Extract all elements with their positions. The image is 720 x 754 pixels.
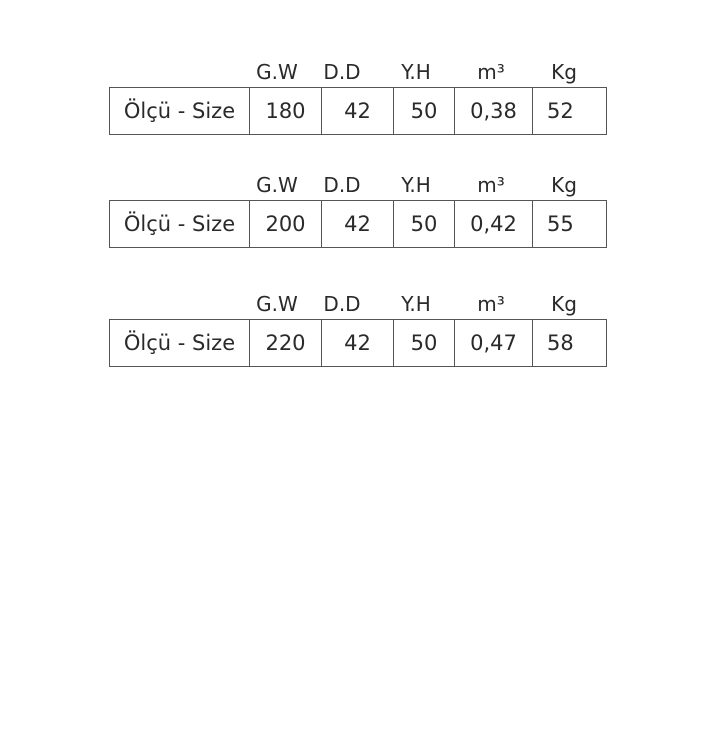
cell-dd: 42 [321, 88, 393, 134]
header-dd: D.D [323, 292, 361, 316]
size-label: Ölçü - Size [123, 99, 236, 123]
cell-dd: 42 [321, 201, 393, 247]
size-table-1 [109, 61, 607, 135]
cell-yh: 50 [393, 88, 454, 134]
header-dd: D.D [323, 60, 361, 84]
header-yh: Y.H [401, 173, 431, 197]
table-row [109, 200, 607, 248]
header-m3: m³ [477, 173, 505, 197]
header-yh: Y.H [401, 60, 431, 84]
cell-yh: 50 [393, 320, 454, 366]
header-kg: Kg [551, 173, 577, 197]
header-row [109, 174, 607, 196]
cell-gw: 180 [249, 88, 321, 134]
header-yh: Y.H [401, 292, 431, 316]
cell-m3: 0,42 [454, 201, 532, 247]
header-m3: m³ [477, 292, 505, 316]
size-table-3 [109, 293, 607, 367]
table-row [109, 319, 607, 367]
size-label: Ölçü - Size [123, 331, 236, 355]
header-gw: G.W [256, 173, 298, 197]
cell-gw: 220 [249, 320, 321, 366]
header-dd: D.D [323, 173, 361, 197]
header-gw: G.W [256, 60, 298, 84]
header-kg: Kg [551, 292, 577, 316]
size-label: Ölçü - Size [123, 212, 236, 236]
cell-m3: 0,38 [454, 88, 532, 134]
header-gw: G.W [256, 292, 298, 316]
cell-kg: 58 [532, 320, 608, 366]
size-table-2 [109, 174, 607, 248]
cell-m3: 0,47 [454, 320, 532, 366]
header-row [109, 293, 607, 315]
cell-kg: 52 [532, 88, 608, 134]
header-row [109, 61, 607, 83]
table-row [109, 87, 607, 135]
header-kg: Kg [551, 60, 577, 84]
header-m3: m³ [477, 60, 505, 84]
cell-gw: 200 [249, 201, 321, 247]
cell-kg: 55 [532, 201, 608, 247]
cell-dd: 42 [321, 320, 393, 366]
cell-yh: 50 [393, 201, 454, 247]
